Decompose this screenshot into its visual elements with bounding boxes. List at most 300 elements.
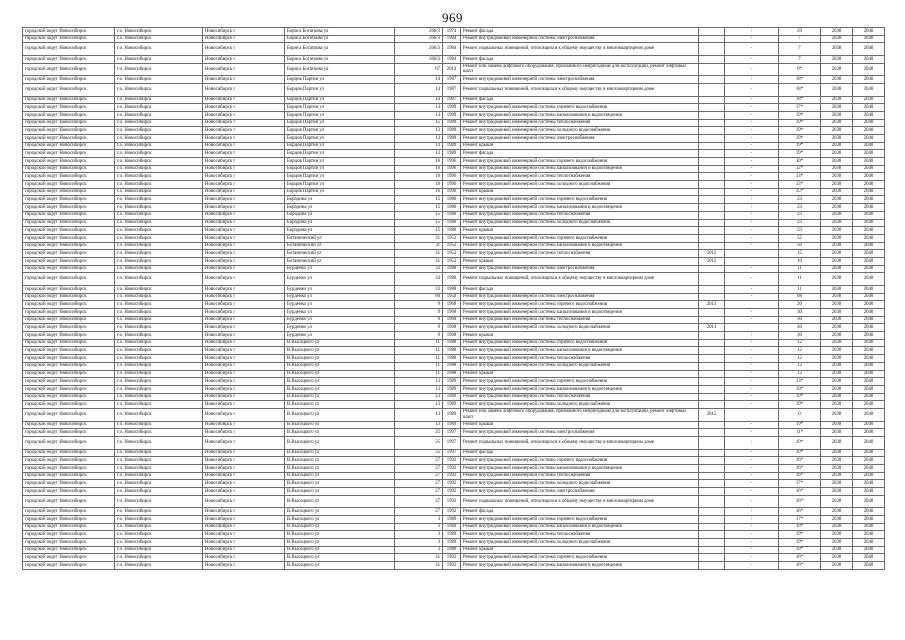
street-cell: В.Высоцкого ул (285, 546, 395, 554)
last-repair-year-cell (699, 158, 725, 166)
city-cell: Новосибирск г (203, 285, 285, 293)
marker-cell: - (725, 83, 779, 96)
repair-type-cell: Ремонт фасада (461, 150, 699, 158)
marker-cell: - (725, 204, 779, 212)
marker-cell: - (725, 76, 779, 84)
build-year-cell: 1989 (443, 385, 461, 393)
municipality-cell: городской округ Новосибирск (23, 181, 115, 189)
table-row (23, 515, 885, 523)
house-number-cell: 9 (395, 309, 443, 317)
period-end-cell: 2040 (853, 523, 885, 531)
city-cell: Новосибирск г (203, 378, 285, 386)
municipality-cell: городской округ Новосибирск (23, 464, 115, 472)
build-year-cell: 1988 (443, 370, 461, 378)
table-row (23, 436, 885, 449)
municipality-cell: городской округ Новосибирск (23, 43, 115, 56)
repair-type-cell: Ремонт крыши (461, 227, 699, 235)
house-number-cell: 27 (395, 457, 443, 465)
period-start-cell: 2038 (821, 28, 853, 36)
table-row (23, 523, 885, 531)
period-start-cell: 2038 (821, 401, 853, 409)
period-end-cell: 2040 (853, 339, 885, 347)
city-cell: Новосибирск г (203, 401, 285, 409)
repair-type-cell: Ремонт внутридомовой инженерной системы холодного водоснабжения (461, 362, 699, 370)
period-end-cell: 2040 (853, 408, 885, 421)
period-end-cell: 2040 (853, 495, 885, 508)
marker-cell: - (725, 562, 779, 570)
period-end-cell: 2040 (853, 385, 885, 393)
period-start-cell: 2038 (821, 370, 853, 378)
build-year-cell: 1989 (443, 401, 461, 409)
build-year-cell: 1988 (443, 362, 461, 370)
house-number-cell: 11 (395, 355, 443, 363)
repair-type-cell: Ремонт внутридомовой инженерной системы электроснабжения (461, 134, 699, 142)
street-cell: Бурденко ул (285, 285, 395, 293)
house-number-cell: 11 (395, 362, 443, 370)
build-year-cell: 1992 (443, 508, 461, 516)
district-cell: г.о. Новосибирск (115, 370, 203, 378)
last-repair-year-cell (699, 265, 725, 273)
municipality-cell: городской округ Новосибирск (23, 554, 115, 562)
street-cell: Бурденко ул (285, 332, 395, 340)
build-year-cell: 1968 (443, 301, 461, 309)
period-end-cell: 2040 (853, 436, 885, 449)
street-cell: Бородина ул (285, 227, 395, 235)
house-number-cell: 13 (395, 134, 443, 142)
build-year-cell: 1968 (443, 316, 461, 324)
marker-cell: - (725, 158, 779, 166)
wear-percent-cell: 19* (779, 401, 821, 409)
district-cell: г.о. Новосибирск (115, 96, 203, 104)
municipality-cell: городской округ Новосибирск (23, 347, 115, 355)
build-year-cell: 1989 (443, 119, 461, 127)
wear-percent-cell: 20 (779, 301, 821, 309)
period-start-cell: 2038 (821, 134, 853, 142)
street-cell: Борцов Партии ул (285, 165, 395, 173)
build-year-cell: 1997 (443, 449, 461, 457)
district-cell: г.о. Новосибирск (115, 43, 203, 56)
house-number-cell: 9 (395, 332, 443, 340)
wear-percent-cell: 18* (779, 83, 821, 96)
street-cell: В.Высоцкого ул (285, 523, 395, 531)
municipality-cell: городской округ Новосибирск (23, 273, 115, 286)
district-cell: г.о. Новосибирск (115, 293, 203, 301)
build-year-cell: 1989 (443, 531, 461, 539)
municipality-cell: городской округ Новосибирск (23, 165, 115, 173)
period-start-cell: 2038 (821, 472, 853, 480)
district-cell: г.о. Новосибирск (115, 332, 203, 340)
repair-type-cell: Ремонт внутридомовой инженерной системы теплоснабжения (461, 531, 699, 539)
city-cell: Новосибирск г (203, 472, 285, 480)
build-year-cell: 1989 (443, 408, 461, 421)
municipality-cell: городской округ Новосибирск (23, 546, 115, 554)
district-cell: г.о. Новосибирск (115, 301, 203, 309)
city-cell: Новосибирск г (203, 316, 285, 324)
build-year-cell: 1986 (443, 219, 461, 227)
municipality-cell: городской округ Новосибирск (23, 63, 115, 76)
wear-percent-cell: 16* (779, 495, 821, 508)
table-row (23, 332, 885, 340)
wear-percent-cell: 17* (779, 515, 821, 523)
street-cell: Ботанический ул (285, 234, 395, 242)
municipality-cell: городской округ Новосибирск (23, 495, 115, 508)
house-number-cell: 15 (395, 196, 443, 204)
build-year-cell: 1989 (443, 546, 461, 554)
municipality-cell: городской округ Новосибирск (23, 35, 115, 43)
period-end-cell: 2040 (853, 301, 885, 309)
house-number-cell: 31 (395, 554, 443, 562)
district-cell: г.о. Новосибирск (115, 127, 203, 135)
wear-percent-cell: 10* (779, 158, 821, 166)
municipality-cell: городской округ Новосибирск (23, 370, 115, 378)
house-number-cell: 27 (395, 472, 443, 480)
period-end-cell: 2040 (853, 457, 885, 465)
municipality-cell: городской округ Новосибирск (23, 457, 115, 465)
build-year-cell: 1989 (443, 150, 461, 158)
marker-cell: - (725, 173, 779, 181)
house-number-cell: 9 (395, 324, 443, 332)
table-row (23, 150, 885, 158)
city-cell: Новосибирск г (203, 43, 285, 56)
municipality-cell: городской округ Новосибирск (23, 285, 115, 293)
marker-cell: - (725, 421, 779, 429)
repair-type-cell: Ремонт внутридомовой инженерной системы канализования и водоотведения (461, 309, 699, 317)
marker-cell: - (725, 196, 779, 204)
period-end-cell: 2040 (853, 173, 885, 181)
district-cell: г.о. Новосибирск (115, 393, 203, 401)
marker-cell (725, 408, 779, 421)
repair-type-cell: Ремонт внутридомовой инженерной системы горячего водоснабжения (461, 554, 699, 562)
build-year-cell: 1968 (443, 309, 461, 317)
district-cell: г.о. Новосибирск (115, 285, 203, 293)
period-start-cell: 2038 (821, 35, 853, 43)
marker-cell: - (725, 111, 779, 119)
district-cell: г.о. Новосибирск (115, 362, 203, 370)
wear-percent-cell: 0 (779, 408, 821, 421)
district-cell: г.о. Новосибирск (115, 181, 203, 189)
district-cell: г.о. Новосибирск (115, 196, 203, 204)
house-number-cell: 15 (395, 211, 443, 219)
city-cell: Новосибирск г (203, 508, 285, 516)
period-start-cell: 2038 (821, 43, 853, 56)
city-cell: Новосибирск г (203, 158, 285, 166)
table-row (23, 63, 885, 76)
district-cell: г.о. Новосибирск (115, 234, 203, 242)
last-repair-year-cell (699, 429, 725, 437)
wear-percent-cell: 19* (779, 538, 821, 546)
build-year-cell: 1992 (443, 495, 461, 508)
period-start-cell: 2038 (821, 378, 853, 386)
period-start-cell: 2038 (821, 332, 853, 340)
municipality-cell: городской округ Новосибирск (23, 487, 115, 495)
street-cell: Ботанический ул (285, 250, 395, 258)
municipality-cell: городской округ Новосибирск (23, 119, 115, 127)
wear-percent-cell: 23 (779, 196, 821, 204)
period-start-cell: 2038 (821, 285, 853, 293)
marker-cell: - (725, 457, 779, 465)
period-end-cell: 2040 (853, 429, 885, 437)
period-end-cell: 2040 (853, 127, 885, 135)
house-number-cell: 15 (395, 227, 443, 235)
house-number-cell: 14 (395, 96, 443, 104)
repair-type-cell: Ремонт крыши (461, 370, 699, 378)
build-year-cell: 1992 (443, 562, 461, 570)
period-start-cell: 2038 (821, 309, 853, 317)
last-repair-year-cell (699, 316, 725, 324)
house-number-cell: 13 (395, 378, 443, 386)
city-cell: Новосибирск г (203, 495, 285, 508)
district-cell: г.о. Новосибирск (115, 378, 203, 386)
table-row (23, 211, 885, 219)
municipality-cell: городской округ Новосибирск (23, 134, 115, 142)
table-row (23, 309, 885, 317)
wear-percent-cell: 11 (779, 285, 821, 293)
period-end-cell: 2040 (853, 134, 885, 142)
district-cell: г.о. Новосибирск (115, 480, 203, 488)
period-end-cell: 2040 (853, 347, 885, 355)
period-start-cell: 2038 (821, 196, 853, 204)
house-number-cell: 31 (395, 257, 443, 265)
table-row (23, 546, 885, 554)
house-number-cell: 13 (395, 408, 443, 421)
municipality-cell: городской округ Новосибирск (23, 378, 115, 386)
municipality-cell: городской округ Новосибирск (23, 83, 115, 96)
house-number-cell: 16 (395, 173, 443, 181)
period-start-cell: 2038 (821, 355, 853, 363)
last-repair-year-cell (699, 370, 725, 378)
period-start-cell: 2038 (821, 265, 853, 273)
municipality-cell: городской округ Новосибирск (23, 150, 115, 158)
period-end-cell: 2040 (853, 63, 885, 76)
period-end-cell: 2040 (853, 204, 885, 212)
marker-cell: - (725, 538, 779, 546)
house-number-cell: 33 (395, 285, 443, 293)
house-number-cell: 27 (395, 480, 443, 488)
marker-cell (725, 324, 779, 332)
table-row (23, 293, 885, 301)
period-start-cell: 2038 (821, 480, 853, 488)
repair-type-cell: Ремонт внутридомовой инженерной системы холодного водоснабжения (461, 538, 699, 546)
marker-cell: - (725, 43, 779, 56)
repair-type-cell: Ремонт или замена лифтового оборудования, признанного непригодным для эксплуатации, ремонт лифтовых шахт (461, 63, 699, 76)
street-cell: В.Высоцкого ул (285, 495, 395, 508)
period-end-cell: 2040 (853, 76, 885, 84)
table-row (23, 285, 885, 293)
last-repair-year-cell (699, 63, 725, 76)
table-row (23, 83, 885, 96)
house-number-cell: 13 (395, 127, 443, 135)
period-end-cell: 2040 (853, 96, 885, 104)
marker-cell: - (725, 285, 779, 293)
city-cell: Новосибирск г (203, 457, 285, 465)
last-repair-year-cell (699, 472, 725, 480)
house-number-cell: 31 (395, 562, 443, 570)
district-cell: г.о. Новосибирск (115, 449, 203, 457)
period-end-cell: 2040 (853, 285, 885, 293)
wear-percent-cell: 20 (779, 324, 821, 332)
last-repair-year-cell (699, 531, 725, 539)
build-year-cell: 1974 (443, 28, 461, 36)
city-cell: Новосибирск г (203, 134, 285, 142)
table-row (23, 339, 885, 347)
repair-type-cell: Ремонт внутридомовой инженерной системы канализования и водоотведения (461, 562, 699, 570)
repair-type-cell: Ремонт внутридомовой инженерной системы канализования и водоотведения (461, 523, 699, 531)
period-start-cell: 2038 (821, 316, 853, 324)
period-end-cell: 2040 (853, 508, 885, 516)
municipality-cell: городской округ Новосибирск (23, 227, 115, 235)
repair-type-cell: Ремонт внутридомовой инженерной системы канализования и водоотведения (461, 464, 699, 472)
street-cell: В.Высоцкого ул (285, 370, 395, 378)
last-repair-year-cell (699, 96, 725, 104)
street-cell: В.Высоцкого ул (285, 393, 395, 401)
street-cell: Бориса Богаткова ул (285, 28, 395, 36)
repair-type-cell: Ремонт подвальных помещений, относящихся к общему имуществу в многоквартирном доме (461, 83, 699, 96)
page-number: 969 (442, 10, 463, 25)
last-repair-year-cell (699, 401, 725, 409)
repair-type-cell: Ремонт внутридомовой инженерной системы электроснабжения (461, 293, 699, 301)
city-cell: Новосибирск г (203, 546, 285, 554)
period-end-cell: 2040 (853, 293, 885, 301)
district-cell: г.о. Новосибирск (115, 339, 203, 347)
district-cell: г.о. Новосибирск (115, 273, 203, 286)
last-repair-year-cell (699, 242, 725, 250)
house-number-cell: 266/3 (395, 43, 443, 56)
build-year-cell: 1988 (443, 273, 461, 286)
house-number-cell: 3 (395, 538, 443, 546)
last-repair-year-cell (699, 508, 725, 516)
repair-type-cell: Ремонт крыши (461, 188, 699, 196)
wear-percent-cell: 10* (779, 449, 821, 457)
marker-cell: - (725, 309, 779, 317)
marker-cell: - (725, 165, 779, 173)
build-year-cell: 1989 (443, 421, 461, 429)
marker-cell: - (725, 487, 779, 495)
build-year-cell: 1989 (443, 538, 461, 546)
build-year-cell: 1989 (443, 134, 461, 142)
table-row (23, 134, 885, 142)
city-cell: Новосибирск г (203, 301, 285, 309)
street-cell: Борцов Партии ул (285, 158, 395, 166)
wear-percent-cell: 19* (779, 546, 821, 554)
city-cell: Новосибирск г (203, 515, 285, 523)
period-end-cell: 2040 (853, 104, 885, 112)
table-row (23, 43, 885, 56)
wear-percent-cell: 7 (779, 43, 821, 56)
municipality-cell: городской округ Новосибирск (23, 523, 115, 531)
table-row (23, 165, 885, 173)
repair-type-cell: Ремонт фасада (461, 55, 699, 63)
build-year-cell: 1992 (443, 554, 461, 562)
period-start-cell: 2038 (821, 142, 853, 150)
build-year-cell: 1988 (443, 339, 461, 347)
repair-type-cell: Ремонт крыши (461, 332, 699, 340)
district-cell: г.о. Новосибирск (115, 111, 203, 119)
city-cell: Новосибирск г (203, 55, 285, 63)
marker-cell: - (725, 401, 779, 409)
period-start-cell: 2038 (821, 211, 853, 219)
period-end-cell: 2040 (853, 332, 885, 340)
wear-percent-cell: 17* (779, 480, 821, 488)
build-year-cell: 1952 (443, 257, 461, 265)
last-repair-year-cell (699, 285, 725, 293)
period-end-cell: 2040 (853, 316, 885, 324)
wear-percent-cell: 19* (779, 134, 821, 142)
city-cell: Новосибирск г (203, 63, 285, 76)
wear-percent-cell: 19* (779, 393, 821, 401)
municipality-cell: городской округ Новосибирск (23, 436, 115, 449)
period-start-cell: 2038 (821, 76, 853, 84)
city-cell: Новосибирск г (203, 449, 285, 457)
municipality-cell: городской округ Новосибирск (23, 508, 115, 516)
last-repair-year-cell (699, 332, 725, 340)
city-cell: Новосибирск г (203, 204, 285, 212)
repair-type-cell: Ремонт внутридомовой инженерной системы канализования и водоотведения (461, 111, 699, 119)
period-end-cell: 2040 (853, 324, 885, 332)
street-cell: Бурденко ул (285, 316, 395, 324)
city-cell: Новосибирск г (203, 35, 285, 43)
municipality-cell: городской округ Новосибирск (23, 219, 115, 227)
marker-cell: - (725, 378, 779, 386)
period-start-cell: 2038 (821, 523, 853, 531)
period-start-cell: 2038 (821, 219, 853, 227)
district-cell: г.о. Новосибирск (115, 316, 203, 324)
street-cell: Бориса Богаткова ул (285, 55, 395, 63)
marker-cell: - (725, 142, 779, 150)
marker-cell: - (725, 370, 779, 378)
table-row (23, 173, 885, 181)
build-year-cell: 1986 (443, 196, 461, 204)
build-year-cell: 1987 (443, 76, 461, 84)
house-number-cell: 14 (395, 83, 443, 96)
city-cell: Новосибирск г (203, 111, 285, 119)
period-end-cell: 2040 (853, 28, 885, 36)
house-number-cell: 15 (395, 219, 443, 227)
last-repair-year-cell (699, 487, 725, 495)
district-cell: г.о. Новосибирск (115, 562, 203, 570)
municipality-cell: городской округ Новосибирск (23, 472, 115, 480)
city-cell: Новосибирск г (203, 385, 285, 393)
house-number-cell: 31 (395, 234, 443, 242)
period-start-cell: 2038 (821, 204, 853, 212)
repair-type-cell: Ремонт крыши (461, 257, 699, 265)
municipality-cell: городской округ Новосибирск (23, 234, 115, 242)
wear-percent-cell: 12 (779, 355, 821, 363)
municipality-cell: городской округ Новосибирск (23, 127, 115, 135)
repair-type-cell: Ремонт фасада (461, 508, 699, 516)
district-cell: г.о. Новосибирск (115, 104, 203, 112)
table-row (23, 35, 885, 43)
period-end-cell: 2040 (853, 515, 885, 523)
marker-cell: - (725, 339, 779, 347)
wear-percent-cell: 30 (779, 309, 821, 317)
street-cell: Бурденко ул (285, 265, 395, 273)
build-year-cell: 1989 (443, 142, 461, 150)
build-year-cell: 1996 (443, 158, 461, 166)
table-row (23, 362, 885, 370)
district-cell: г.о. Новосибирск (115, 531, 203, 539)
build-year-cell: 1996 (443, 165, 461, 173)
wear-percent-cell: 12 (779, 370, 821, 378)
wear-percent-cell: 18* (779, 76, 821, 84)
city-cell: Новосибирск г (203, 408, 285, 421)
municipality-cell: городской округ Новосибирск (23, 173, 115, 181)
municipality-cell: городской округ Новосибирск (23, 265, 115, 273)
wear-percent-cell: 12* (779, 165, 821, 173)
marker-cell: - (725, 265, 779, 273)
house-number-cell: 266/3 (395, 35, 443, 43)
last-repair-year-cell (699, 142, 725, 150)
house-number-cell: 60 (395, 293, 443, 301)
